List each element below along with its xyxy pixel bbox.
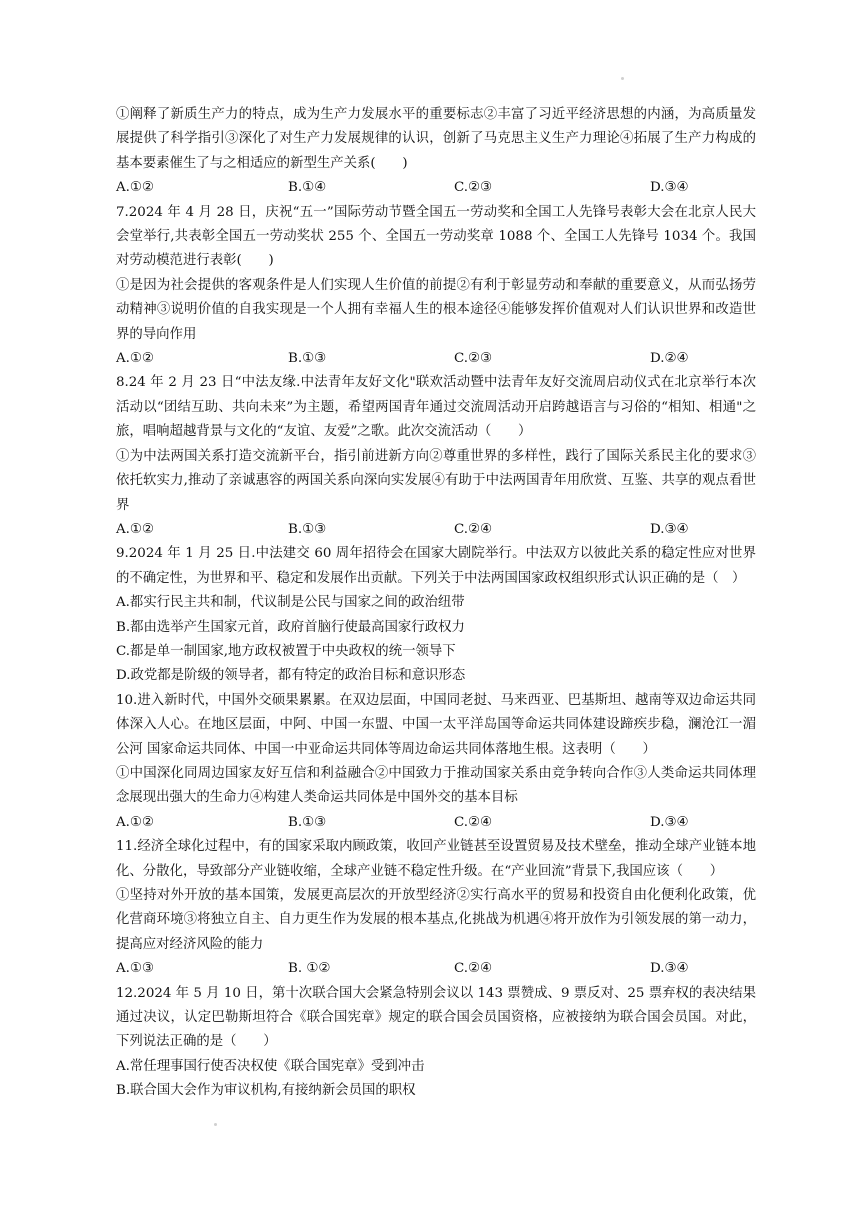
option-b: B.①③ xyxy=(288,521,327,537)
option-b: B.①④ xyxy=(288,180,327,196)
option-c: C.②③ xyxy=(454,351,493,367)
q8-options xyxy=(116,518,756,542)
scan-mark xyxy=(214,1123,217,1126)
option-b: B. ①② xyxy=(288,961,331,977)
option-a: A.①③ xyxy=(116,961,154,977)
q9-stem: 9.2024 年 1 月 25 日.中法建交 60 周年招待会在国家大剧院举行。中法双方以彼此关系的稳定性应对世界的不确定性，为世界和平、稳定和发展作出贡献。下列关于中法两国国家政权组织形式认识正确的是（ ） xyxy=(116,546,756,586)
q12-choice-a: A.常任理事国行使否决权使《联合国宪章》受到冲击 xyxy=(116,1058,425,1074)
q10-stem: 10.进入新时代，中国外交硕果累累。在双边层面，中国同老挝、马来西亚、巴基斯坦、越南等双边命运共同体深入人心。在地区层面，中阿、中国一东盟、中国一太平洋岛国等命运共同体建设蹄疾步稳，澜沧江一湄公河 国家命运共同体、中国一中亚命运共同体等周边命运共同体落地生根。这表明（ ） xyxy=(116,692,756,757)
q10-statements: ①中国深化同周边国家友好互信和利益融合②中国致力于推动国家关系由竞争转向合作③人类命运共同体理念展现出强大的生命力④构建人类命运共同体是中国外交的基本目标 xyxy=(116,765,756,806)
q7-statements: ①是因为社会提供的客观条件是人们实现人生价值的前提②有利于彰显劳动和奉献的重要意义，从而弘扬劳动精神③说明价值的自我实现是一个人拥有幸福人生的根本途径④能够发挥价值观对人们认识世界和改造世界的导向作用 xyxy=(116,277,756,342)
option-b: B.①③ xyxy=(288,814,327,830)
option-d: D.③④ xyxy=(650,961,689,977)
option-a: A.①② xyxy=(116,521,154,537)
q11-options xyxy=(116,957,756,981)
q9-choice-c: C.都是单一制国家,地方政权被置于中央政权的统一领导下 xyxy=(116,643,456,659)
option-c: C.②④ xyxy=(454,521,493,537)
q6-options xyxy=(116,176,756,200)
option-d: D.③④ xyxy=(650,180,689,196)
q9-choice-a: A.都实行民主共和制，代议制是公民与国家之间的政治纽带 xyxy=(116,595,465,611)
option-a: A.①② xyxy=(116,814,154,830)
q8-statements: ①为中法两国关系打造交流新平台，指引前进新方向②尊重世界的多样性，践行了国际关系民主化的要求③依托软实力,推动了亲诚惠容的两国关系向深向实发展④有助于中法两国青年用欣赏、互鉴、共享的观点看世界 xyxy=(116,448,756,513)
exam-content xyxy=(116,103,756,1104)
option-b: B.①③ xyxy=(288,351,327,367)
q6-statements: ①阐释了新质生产力的特点，成为生产力发展水平的重要标志②丰富了习近平经济思想的内涵，为高质量发展提供了科学指引③深化了对生产力发展规律的认识，创新了马克思主义生产力理论④拓展了生产力构成的基本要素催生了与之相适应的新型生产关系( ) xyxy=(116,107,756,171)
q8-stem: 8.24 年 2 月 23 日“中法友缘.中法青年友好文化"联欢活动暨中法青年友好交流周启动仪式在北京举行本次活动以“团结互助、共向未来”为主题，希望两国青年通过交流周活动开启跨越语言与习俗的“相知、相通"之旅，唱响超越背景与文化的“友谊、友爱”之歌。此次交流活动（ ） xyxy=(116,375,756,440)
q11-statements: ①坚持对外开放的基本国策，发展更高层次的开放型经济②实行高水平的贸易和投资自由化便利化政策，优化营商环境③将独立自主、自力更生作为发展的根本基点,化挑战为机遇④将开放作为引领发展的第一动力，提高应对经济风险的能力 xyxy=(116,888,756,952)
option-c: C.②④ xyxy=(454,961,493,977)
q11-stem: 11.经济全球化过程中，有的国家采取内顾政策，收回产业链甚至设置贸易及技术壁垒，推动全球产业链本地化、分散化，导致部分产业链收缩，全球产业链不稳定性升级。在“产业回流”背景下,我国应该（ ） xyxy=(116,839,756,879)
option-c: C.②④ xyxy=(454,814,493,830)
option-a: A.①② xyxy=(116,351,154,367)
option-c: C.②③ xyxy=(454,180,493,196)
option-a: A.①② xyxy=(116,180,154,196)
q7-stem: 7.2024 年 4 月 28 日，庆祝“五一”国际劳动节暨全国五一劳动奖和全国工人先锋号表彰大会在北京人民大会堂举行,共表彰全国五一劳动奖状 255 个、全国五一劳动奖章 1088 个、全国工人先锋号 1034 个。我国对劳动模范进行表彰( ) xyxy=(116,204,756,269)
scan-mark xyxy=(621,77,624,80)
q9-choice-d: D.政党都是阶级的领导者，都有特定的政治目标和意识形态 xyxy=(116,668,466,684)
q12-stem: 12.2024 年 5 月 10 日，第十次联合国大会紧急特别会议以 143 票赞成、9 票反对、25 票弃权的表决结果通过决议，认定巴勒斯坦符合《联合国宪章》规定的联合国会员国资格，应被接纳为联合国会员国。对此，下列说法正确的是（ ） xyxy=(116,985,756,1050)
q10-options xyxy=(116,811,756,835)
option-d: D.③④ xyxy=(650,814,689,830)
q7-options xyxy=(116,347,756,371)
option-d: D.③④ xyxy=(650,521,689,537)
q9-choice-b: B.都由选举产生国家元首，政府首脑行使最高国家行政权力 xyxy=(116,619,465,635)
q12-choice-b: B.联合国大会作为审议机构,有接纳新会员国的职权 xyxy=(116,1083,416,1099)
option-d: D.②④ xyxy=(650,351,689,367)
